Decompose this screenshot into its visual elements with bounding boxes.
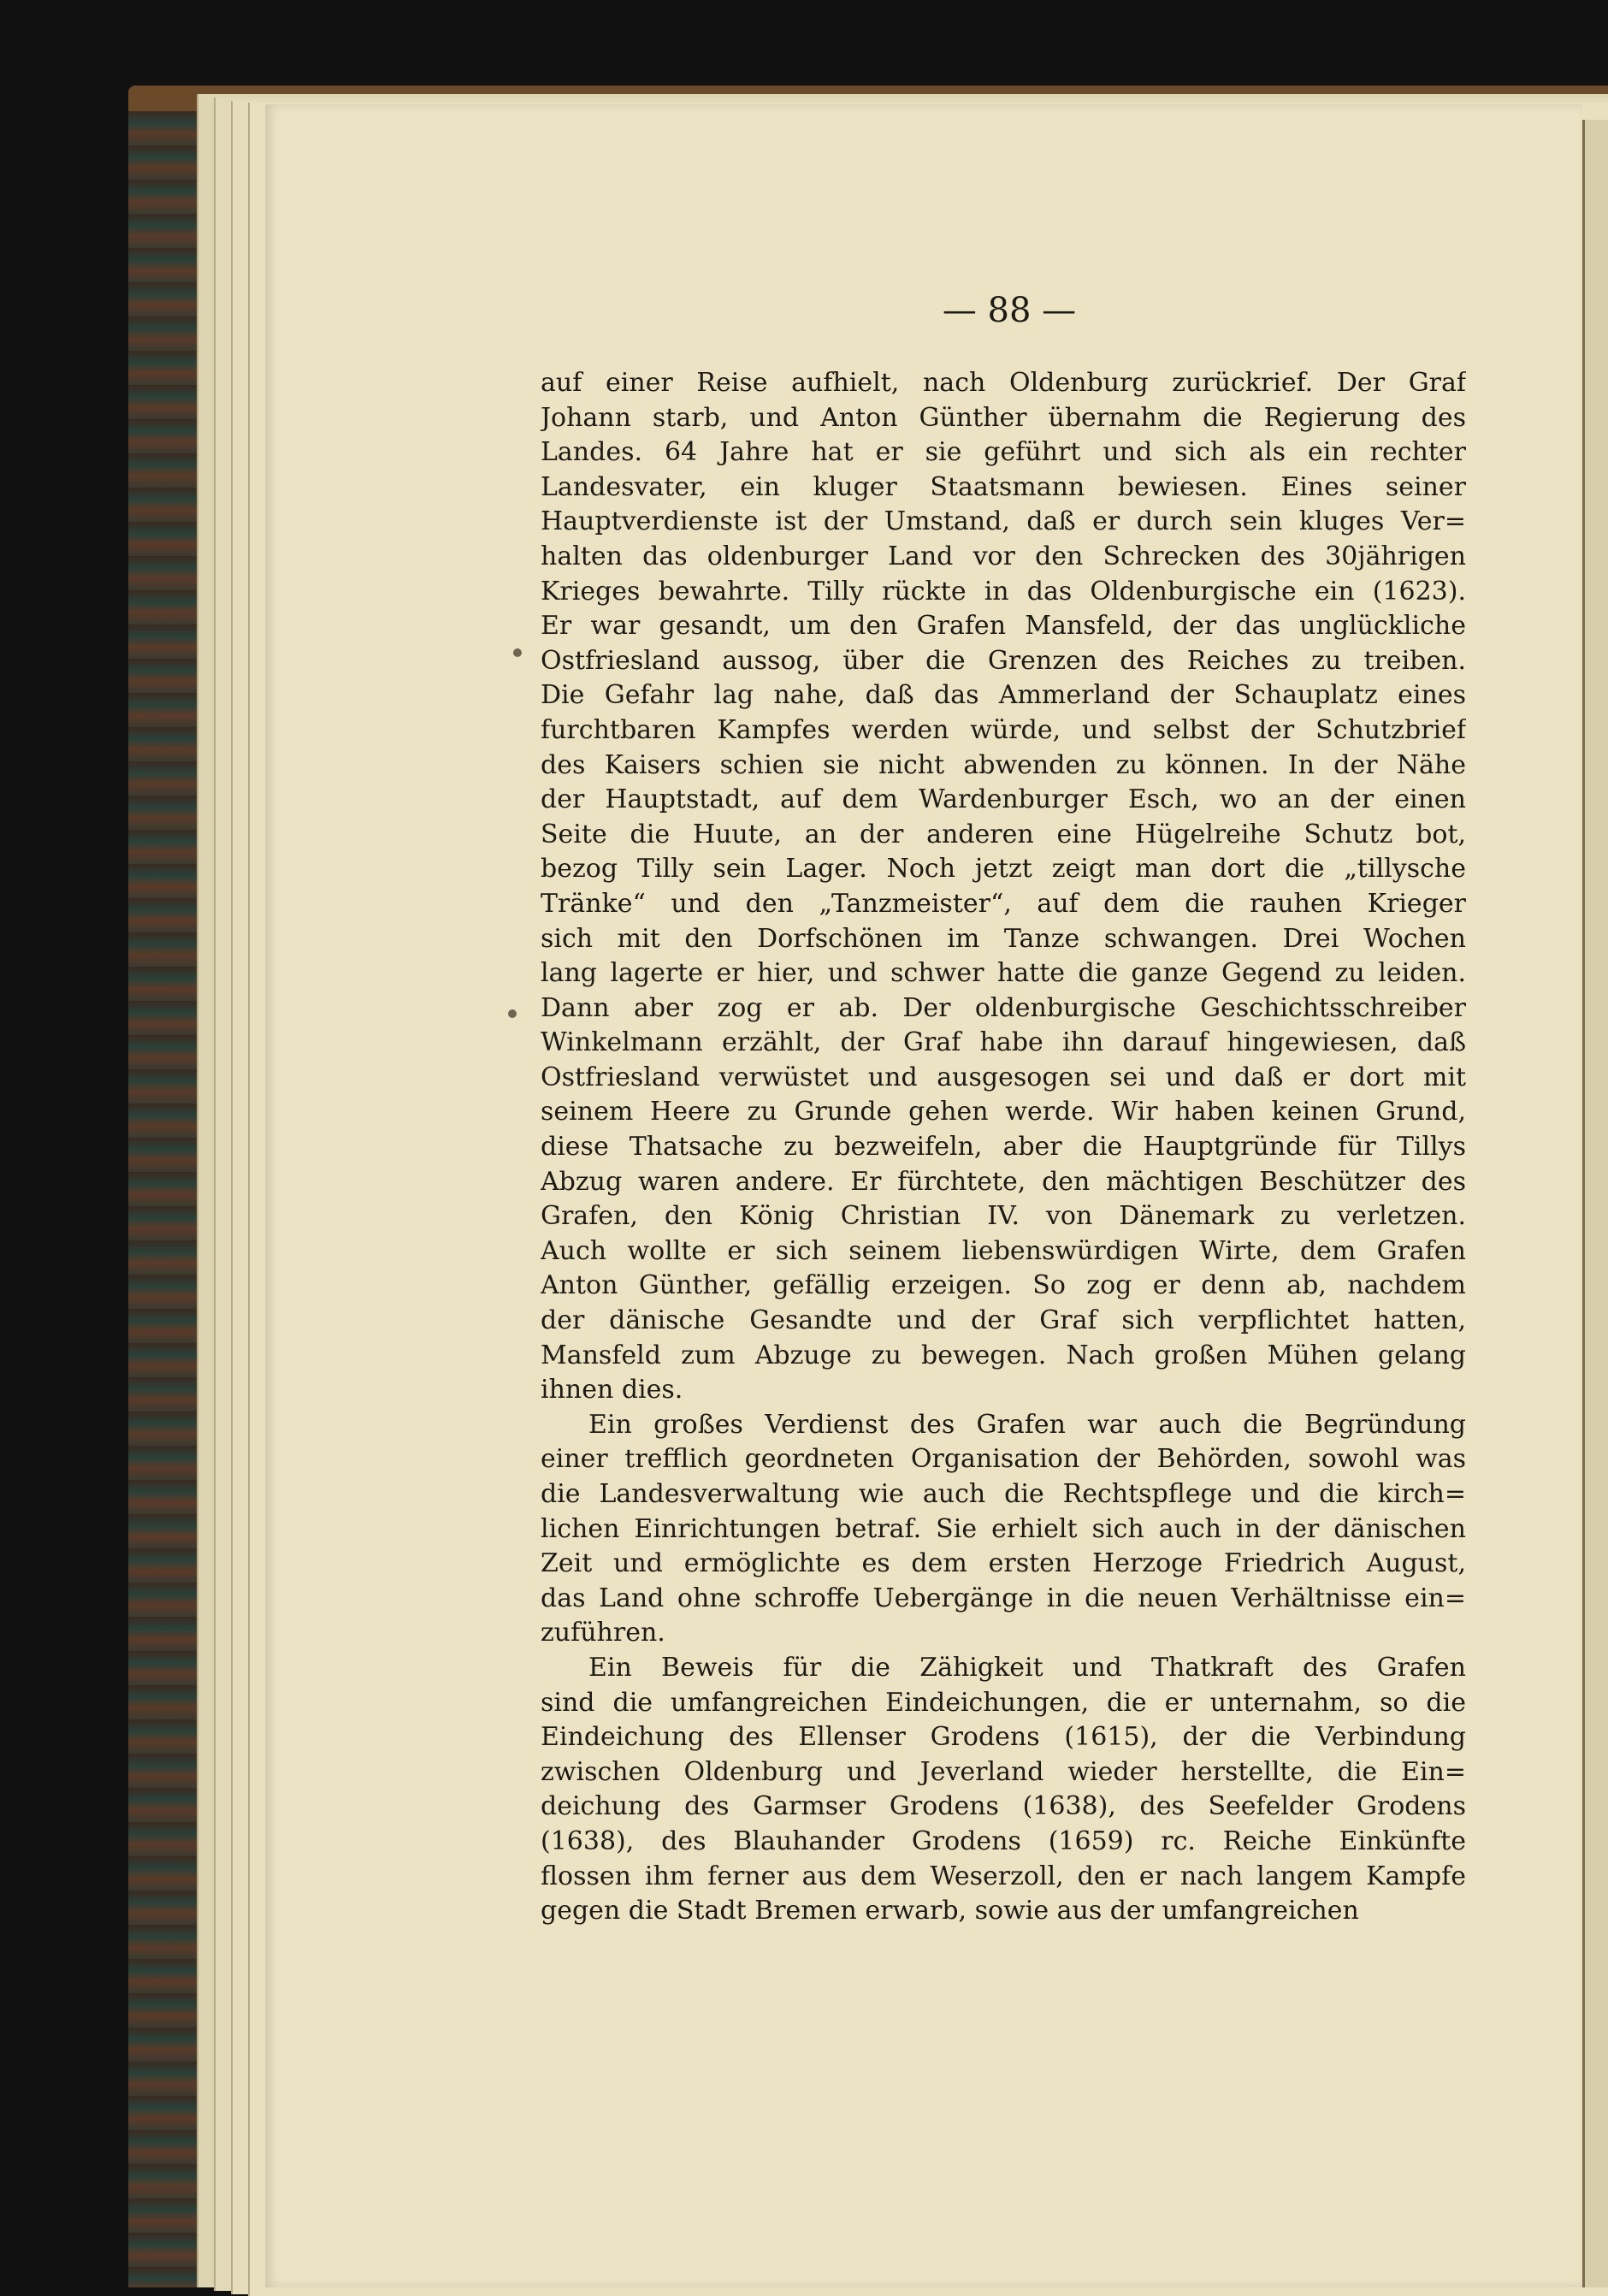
text-line: Er war gesandt, um den Grafen Mansfeld, der das unglückliche <box>541 611 1466 642</box>
text-line: Abzug waren andere. Er fürchtete, den mächtigen Beschützer des <box>541 1166 1466 1197</box>
text-line: lang lagerte er hier, und schwer hatte die ganze Gegend zu leiden. <box>541 958 1466 989</box>
text-line: Krieges bewahrte. Tilly rückte in das Oldenburgische ein (1623). <box>541 576 1466 607</box>
text-line: deichung des Garmser Grodens (1638), des Seefelder Grodens <box>541 1791 1466 1822</box>
text-line: seinem Heere zu Grunde gehen werde. Wir haben keinen Grund, <box>541 1097 1466 1127</box>
text-line: sich mit den Dorfschönen im Tanze schwangen. Drei Wochen <box>541 923 1466 954</box>
text-line: Winkelmann erzählt, der Graf habe ihn darauf hingewiesen, daß <box>541 1027 1466 1058</box>
text-line: einer trefflich geordneten Organisation der Behörden, sowohl was <box>541 1444 1466 1475</box>
text-line: Die Gefahr lag nahe, daß das Ammerland der Schauplatz eines <box>541 680 1466 711</box>
text-line: Dann aber zog er ab. Der oldenburgische Geschichtsschreiber <box>541 992 1466 1023</box>
text-line: das Land ohne schroffe Uebergänge in die neuen Verhältnisse ein= <box>541 1583 1466 1613</box>
text-line: Ein großes Verdienst des Grafen war auch die Begründung <box>588 1409 1466 1440</box>
text-line: Anton Günther, gefällig erzeigen. So zog er denn ab, nachdem <box>541 1270 1466 1301</box>
facing-page-edge <box>1582 120 1608 2287</box>
text-line: bezog Tilly sein Lager. Noch jetzt zeigt man dort die „tillysche <box>541 854 1466 885</box>
text-line: der dänische Gesandte und der Graf sich verpflichtet hatten, <box>541 1305 1466 1336</box>
body-text <box>541 366 1466 1929</box>
text-line: auf einer Reise aufhielt, nach Oldenburg zurückrief. Der Graf <box>541 368 1466 398</box>
text-line: Grafen, den König Christian IV. von Dänemark zu verletzen. <box>541 1201 1466 1232</box>
text-line: Ein Beweis für die Zähigkeit und Thatkraft des Grafen <box>588 1652 1466 1683</box>
text-line: lichen Einrichtungen betraf. Sie erhielt sich auch in der dänischen <box>541 1513 1466 1544</box>
text-line: Landesvater, ein kluger Staatsmann bewiesen. Eines seiner <box>541 471 1466 502</box>
paper-spot <box>513 648 522 657</box>
text-line: zuführen. <box>541 1618 665 1648</box>
text-line: Auch wollte er sich seinem liebenswürdigen Wirte, dem Grafen <box>541 1235 1466 1266</box>
text-line: Hauptverdienste ist der Umstand, daß er durch sein kluges Ver= <box>541 506 1466 537</box>
text-line: Ostfriesland aussog, über die Grenzen des Reiches zu treiben. <box>541 645 1466 676</box>
text-line: Eindeichung des Ellenser Grodens (1615), der die Verbindung <box>541 1722 1466 1753</box>
text-line: ihnen dies. <box>541 1375 683 1405</box>
text-line: Tränke“ und den „Tanzmeister“, auf dem die rauhen Krieger <box>541 888 1466 919</box>
text-line: Mansfeld zum Abzuge zu bewegen. Nach großen Mühen gelang <box>541 1340 1466 1370</box>
text-line: diese Thatsache zu bezweifeln, aber die Hauptgründe für Tillys <box>541 1132 1466 1163</box>
text-line: der Hauptstadt, auf dem Wardenburger Esch, wo an der einen <box>541 784 1466 815</box>
text-line: sind die umfangreichen Eindeichungen, die er unternahm, so die <box>541 1687 1466 1718</box>
text-line: Johann starb, und Anton Günther übernahm die Regierung des <box>541 402 1466 433</box>
text-line: Ostfriesland verwüstet und ausgesogen sei und daß er dort mit <box>541 1062 1466 1092</box>
paper-spot <box>508 1009 517 1018</box>
text-line: gegen die Stadt Bremen erwarb, sowie aus der umfangreichen <box>541 1896 1359 1926</box>
text-line: flossen ihm ferner aus dem Weserzoll, den er nach langem Kampfe <box>541 1861 1466 1891</box>
text-line: des Kaisers schien sie nicht abwenden zu können. In der Nähe <box>541 749 1466 780</box>
text-line: Zeit und ermöglichte es dem ersten Herzoge Friedrich August, <box>541 1548 1466 1579</box>
text-line: halten das oldenburger Land vor den Schrecken des 30jährigen <box>541 541 1466 571</box>
text-line: Seite die Huute, an der anderen eine Hügelreihe Schutz bot, <box>541 819 1466 849</box>
text-line: furchtbaren Kampfes werden würde, und selbst der Schutzbrief <box>541 714 1466 745</box>
text-line: die Landesverwaltung wie auch die Rechtspflege und die kirch= <box>541 1479 1466 1509</box>
text-line: Landes. 64 Jahre hat er sie geführt und sich als ein rechter <box>541 437 1466 468</box>
text-line: (1638), des Blauhander Grodens (1659) rc. Reiche Einkünfte <box>541 1826 1466 1856</box>
text-line: zwischen Oldenburg und Jeverland wieder herstellte, die Ein= <box>541 1756 1466 1787</box>
page-number: — 88 — <box>942 291 1077 330</box>
